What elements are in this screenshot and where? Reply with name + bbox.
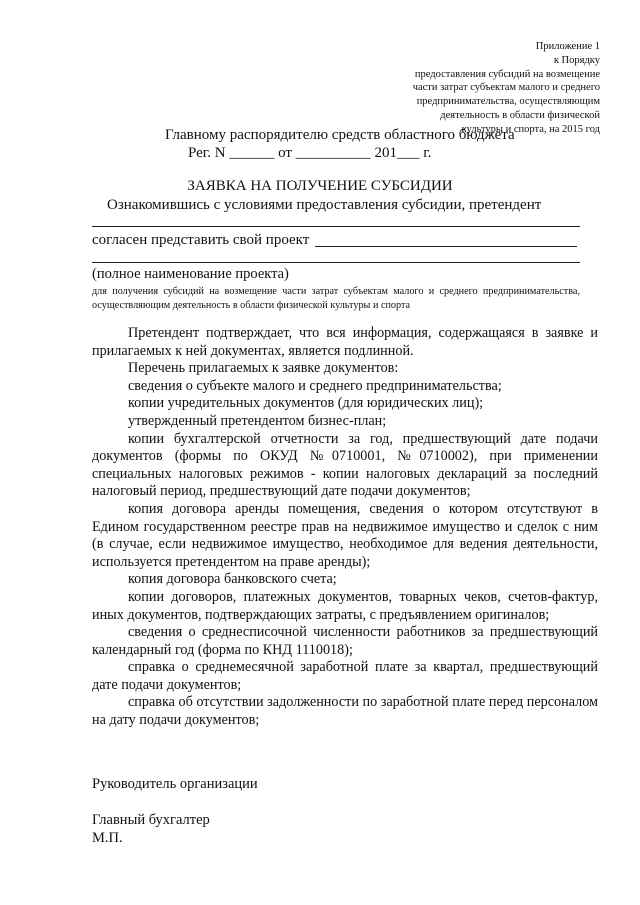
appendix-line: предпринимательства, осуществляющим	[416, 96, 600, 108]
addressee: Главному распорядителю средств областного бюджета	[165, 127, 515, 143]
list-item: справка об отсутствии задолженности по заработной плате перед персоналом на дату подачи документов;	[92, 694, 598, 729]
appendix-header	[360, 40, 600, 137]
appendix-line: предоставления субсидий на возмещение	[414, 68, 600, 80]
document-title: ЗАЯВКА НА ПОЛУЧЕНИЕ СУБСИДИИ	[187, 178, 453, 194]
list-item: копия договора аренды помещения, сведения о котором отсутствуют в Едином государственном реестре прав на недвижимое имущество и сделок с ним (в случае, если недвижимое имущество, необходимое для ведения деятельности, используется претендентом на праве аренды);	[92, 500, 598, 570]
stamp-place-label: М.П.	[92, 830, 123, 846]
project-name-field[interactable]	[315, 246, 577, 247]
list-item: сведения о среднесписочной численности работников за предшествующий календарный год (форма по КНД 1110018);	[92, 624, 598, 658]
registration-line: Рег. N ______ от __________ 201___ г.	[188, 145, 432, 161]
list-item: копии договоров, платежных документов, товарных чеков, счетов-фактур, иных документов, подтверждающих затраты, с предъявлением оригиналов;	[92, 588, 598, 623]
list-item: копия договора банковского счета;	[128, 571, 337, 588]
list-item: копии учредительных документов (для юридических лиц);	[128, 395, 484, 412]
intro-text: Ознакомившись с условиями предоставления субсидии, претендент	[107, 197, 542, 213]
chief-accountant-label: Главный бухгалтер	[92, 812, 210, 828]
project-name-field-continuation[interactable]	[92, 262, 580, 263]
appendix-line: Приложение 1	[535, 41, 600, 52]
body-paragraph: Перечень прилагаемых к заявке документов:	[128, 360, 399, 377]
project-name-hint: (полное наименование проекта)	[92, 266, 289, 282]
appendix-line: деятельность в области физической	[440, 109, 600, 121]
appendix-line: культуры и спорта, на 2015 год	[461, 123, 600, 135]
list-item: сведения о субъекте малого и среднего предпринимательства;	[128, 377, 502, 394]
list-item: копии бухгалтерской отчетности за год, предшествующий дате подачи документов (формы по ОКУД №0710001, №0710002), при применении специальных налоговых режимов - копии налоговых деклараций за последний налоговый период, предшествующий дате подачи документов;	[92, 430, 598, 500]
applicant-name-field[interactable]	[92, 226, 580, 227]
body-paragraph: Претендент подтверждает, что вся информация, содержащаяся в заявке и прилагаемых к ней документах, является подлинной.	[92, 325, 598, 359]
agree-label: согласен представить свой проект	[92, 232, 310, 248]
project-purpose-text: для получения субсидий на возмещение части затрат субъектам малого и среднего предпринимательства, осуществляющим деятельность в области физической культуры и спорта	[92, 286, 580, 311]
head-of-organization-label: Руководитель организации	[92, 776, 258, 792]
document-body	[92, 325, 598, 730]
list-item: справка о среднемесячной заработной плате за квартал, предшествующий дате подачи документов;	[92, 659, 598, 693]
list-item: утвержденный претендентом бизнес-план;	[128, 412, 387, 429]
appendix-line: к Порядку	[553, 54, 600, 66]
appendix-line: части затрат субъектам малого и среднего	[412, 82, 600, 94]
